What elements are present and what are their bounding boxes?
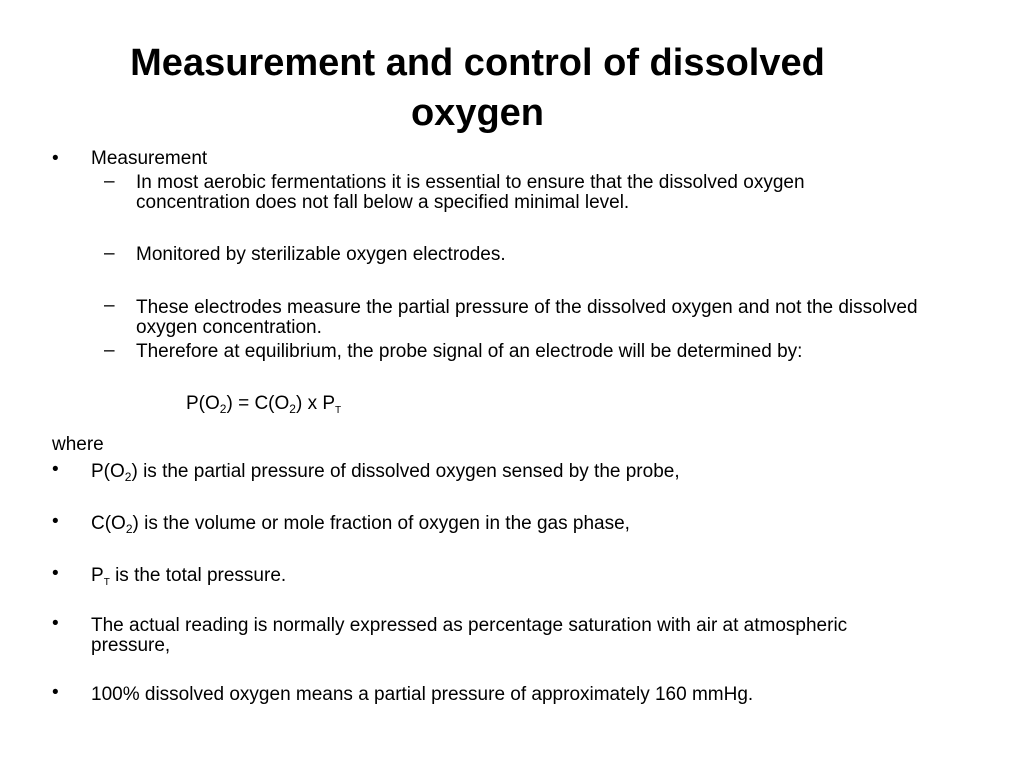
bullet-icon: •: [52, 682, 59, 703]
definition-100-percent: 100% dissolved oxygen means a partial pressure of approximately 160 mmHg.: [91, 684, 754, 705]
dash-icon: –: [104, 295, 115, 316]
sub-item-essential-oxygen: In most aerobic fermentations it is essential to ensure that the dissolved oxygen concentration does not fall below a specified minimal level.: [136, 172, 805, 213]
definition-pt: $P_T$ is the total pressure.: [91, 565, 287, 588]
bullet-icon: •: [52, 563, 59, 584]
measurement-heading: Measurement: [91, 148, 208, 169]
definition-actual-reading: The actual reading is normally expressed as percentage saturation with air at atmospheric pressure,: [91, 615, 848, 656]
equation: $P(O_2) = C(O_2)$ x $P_T$: [186, 393, 342, 416]
bullet-icon: •: [52, 459, 59, 480]
bullet-icon: •: [52, 148, 59, 169]
sub-item-partial-pressure: These electrodes measure the partial pressure of the dissolved oxygen and not the dissolved oxygen concentration.: [136, 297, 918, 338]
slide-title: Measurement and control of dissolved oxygen: [130, 42, 825, 134]
dash-icon: –: [104, 171, 115, 192]
definition-co2: $C(O_2)$ is the volume or mole fraction of oxygen in the gas phase,: [91, 513, 630, 536]
sub-item-monitored: Monitored by sterilizable oxygen electrodes.: [136, 244, 506, 265]
dash-icon: –: [104, 243, 115, 264]
where-label: where: [52, 434, 104, 455]
sub-item-equilibrium: Therefore at equilibrium, the probe signal of an electrode will be determined by:: [136, 341, 803, 362]
definition-po2: $P(O_2)$ is the partial pressure of dissolved oxygen sensed by the probe,: [91, 461, 680, 484]
bullet-icon: •: [52, 613, 59, 634]
dash-icon: –: [104, 340, 115, 361]
bullet-icon: •: [52, 511, 59, 532]
